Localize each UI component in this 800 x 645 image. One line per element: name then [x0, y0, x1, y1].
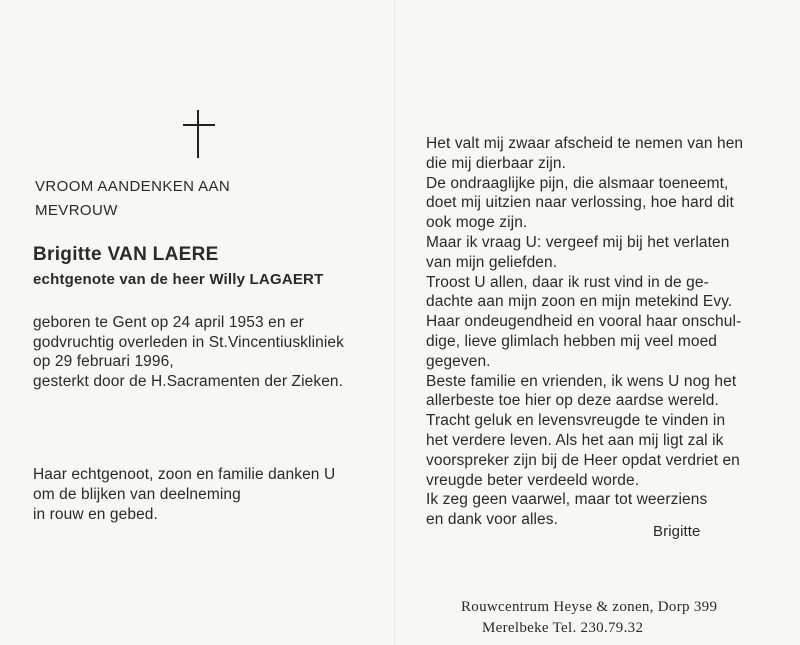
poem-line: vreugde beter verdeeld worde. [426, 471, 640, 489]
funeral-home-line: Merelbeke Tel. 230.79.32 [482, 620, 644, 636]
intro-heading [35, 175, 230, 223]
poem-line: Beste familie en vrienden, ik wens U nog het [426, 372, 737, 390]
poem-line: Het valt mij zwaar afscheid te nemen van hen [426, 135, 744, 152]
birth-line: godvruchtig overleden in St.Vincentiuskliniek [33, 333, 344, 351]
poem-line: De ondraaglijke pijn, die alsmaar toeneemt, [426, 174, 729, 192]
poem-line: Tracht geluk en levensvreugde te vinden in [426, 412, 726, 430]
birth-line: gesterkt door de H.Sacramenten der Zieken. [33, 372, 344, 390]
poem-line: ook moge zijn. [426, 214, 528, 232]
intro-line: VROOM AANDENKEN AAN [35, 178, 231, 195]
intro-line: MEVROUW [35, 202, 118, 219]
poem-line: allerbeste toe hier op deze aardse wereld. [426, 392, 719, 410]
card-fold-line [394, 0, 395, 645]
birth-line: geboren te Gent op 24 april 1953 en er [33, 314, 304, 331]
birth-details [33, 313, 344, 391]
cross-icon [183, 110, 215, 158]
funeral-home-line: Rouwcentrum Heyse & zonen, Dorp 399 [461, 599, 718, 615]
thanks-line: in rouw en gebed. [33, 506, 158, 523]
poem-line: Troost U allen, daar ik rust vind in de ge- [426, 273, 709, 291]
thanks-line: Haar echtgenoot, zoon en familie danken U [33, 466, 336, 483]
poem-line: die mij dierbaar zijn. [426, 154, 567, 172]
poem-line: Haar ondeugendheid en vooral haar onschul- [426, 313, 742, 331]
poem-line: doet mij uitzien naar verlossing, hoe hard dit [426, 194, 734, 212]
poem-line: gegeven. [426, 352, 491, 370]
poem-line: dige, lieve glimlach hebben mij veel moed [426, 332, 718, 350]
thanks-note [33, 465, 335, 525]
signature: Brigitte [653, 523, 701, 540]
poem-line: het verdere leven. Als het aan mij ligt zal ik [426, 431, 724, 449]
deceased-name: Brigitte VAN LAERE [33, 244, 219, 265]
farewell-poem [426, 134, 743, 530]
poem-line: voorspreker zijn bij de Heer opdat verdriet en [426, 451, 740, 469]
funeral-home-info [461, 597, 717, 639]
poem-line: Ik zeg geen vaarwel, maar tot weerziens [426, 491, 708, 509]
poem-line: Maar ik vraag U: vergeef mij bij het verlaten [426, 233, 730, 251]
birth-line: op 29 februari 1996, [33, 353, 174, 370]
thanks-line: om de blijken van deelneming [33, 486, 241, 503]
poem-line: dachte aan mijn zoon en mijn metekind Evy. [426, 293, 733, 311]
poem-line: van mijn geliefden. [426, 253, 558, 271]
poem-line: en dank voor alles. [426, 511, 559, 529]
spouse-line: echtgenote van de heer Willy LAGAERT [33, 271, 324, 288]
